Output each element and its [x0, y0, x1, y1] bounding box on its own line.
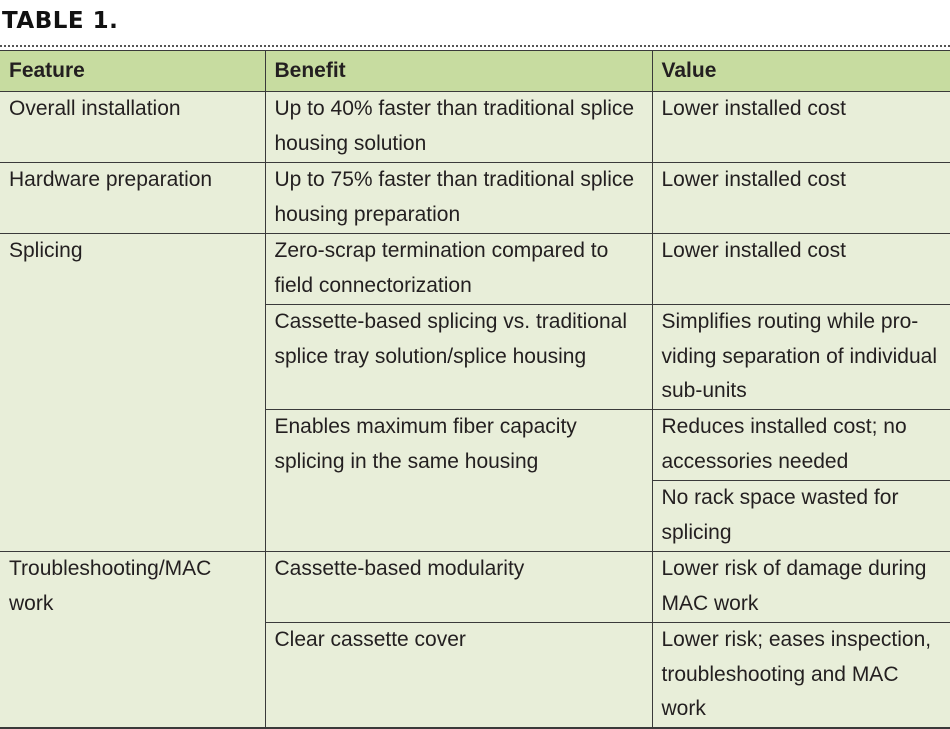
- table-row: [0, 234, 950, 305]
- value-cell: No rack space wasted for splicing: [652, 481, 950, 552]
- benefit-cell: Clear cassette cover: [265, 623, 652, 728]
- value-cell: Lower installed cost: [652, 163, 950, 234]
- table-row: [0, 163, 950, 234]
- header-value: Value: [652, 51, 950, 92]
- table-header-row: [0, 51, 950, 92]
- value-cell: Lower installed cost: [652, 234, 950, 305]
- table-row: [0, 552, 950, 623]
- feature-cell: Troubleshooting/MAC work: [0, 552, 265, 728]
- benefit-cell: Cassette-based modularity: [265, 552, 652, 623]
- value-cell: Reduces installed cost; no accessories needed: [652, 410, 950, 481]
- value-cell: Lower risk; eases inspection, troubleshooting and MAC work: [652, 623, 950, 728]
- value-cell: Lower risk of damage during MAC work: [652, 552, 950, 623]
- feature-cell: Splicing: [0, 234, 265, 552]
- header-feature: Feature: [0, 51, 265, 92]
- benefit-cell: Enables maximum fiber capacity splicing in the same housing: [265, 410, 652, 552]
- benefit-cell: Zero-scrap termination compared to field connectorization: [265, 234, 652, 305]
- benefit-cell: Up to 75% faster than traditional splice housing preparation: [265, 163, 652, 234]
- benefit-cell: Cassette-based splicing vs. traditional splice tray solution/splice housing: [265, 305, 652, 410]
- header-benefit: Benefit: [265, 51, 652, 92]
- value-cell: Lower installed cost: [652, 92, 950, 163]
- benefit-cell: Up to 40% faster than traditional splice housing solution: [265, 92, 652, 163]
- feature-cell: Overall installation: [0, 92, 265, 163]
- feature-cell: Hardware preparation: [0, 163, 265, 234]
- value-cell: Simplifies routing while pro-viding separation of individual sub-units: [652, 305, 950, 410]
- table-title: TABLE 1.: [2, 8, 119, 34]
- features-table: [0, 50, 950, 729]
- table-row: [0, 92, 950, 163]
- dotted-rule: [0, 45, 950, 47]
